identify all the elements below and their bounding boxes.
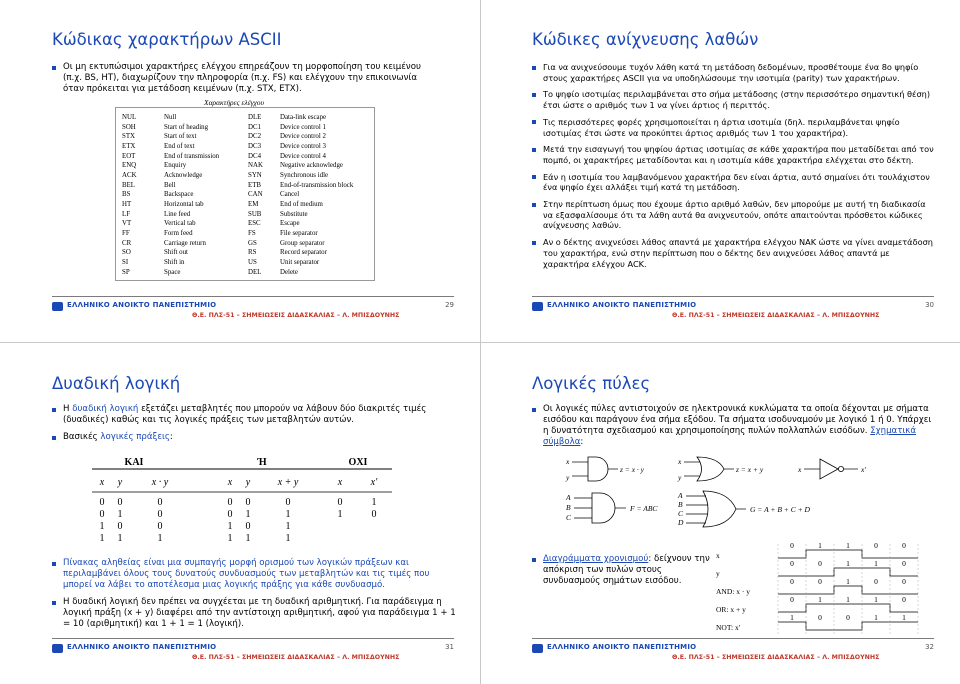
table-cell: 0 — [99, 497, 105, 508]
and-table-header: ΚΑΙ — [124, 457, 144, 468]
timing-bit: 0 — [790, 559, 794, 568]
slide-body-2 — [52, 558, 457, 637]
term: δυαδική λογική — [72, 404, 139, 414]
svg-text:x: x — [678, 457, 682, 466]
and-gate-icon — [565, 457, 645, 482]
table-cell: 1 — [245, 533, 251, 544]
timing-diagram — [716, 542, 936, 638]
page-number: 31 — [445, 643, 454, 651]
text: : — [169, 432, 173, 443]
slide-30 — [480, 0, 960, 342]
timing-bit: 1 — [874, 559, 878, 568]
university-logo-icon — [532, 644, 543, 653]
footer-course: Θ.Ε. ΠΛΣ-51 – ΣΗΜΕΙΩΣΕΙΣ ΔΙΔΑΣΚΑΛΙΑΣ – Λ. ΜΠΙΣΔΟΥΝΗΣ — [672, 654, 880, 661]
table-cell: 0 — [337, 497, 343, 508]
or4-gate-label: G = A + B + C + D — [750, 505, 810, 514]
table-cell: 0 — [117, 497, 123, 508]
timing-bit: 0 — [902, 595, 906, 604]
footer — [532, 642, 934, 672]
table-cell: 1 — [371, 497, 377, 508]
bullet: Τις περισσότερες φορές χρησιμοποιείται η άρτια ισοτιμία (δηλ. περιλαμβάνεται ψηφίο ισοτιμίας έτσι ώστε να προκύπτει άρτιος αριθμός των 1 του χαρακτήρα). — [532, 117, 937, 138]
text: : δείχνουν την απόκριση των πυλών στους συνδυασμούς σημάτων εισόδου. — [543, 554, 710, 587]
table-column-header: x — [99, 477, 105, 488]
timing-row-label: y — [716, 569, 720, 578]
names-column-1: Null Start of heading Start of text End of text End of transmission Enquiry Acknowledge Bell Backspace Horizontal tab Line feed Vertical tab Form feed Carriage return Shift out Shift in Space — [164, 114, 220, 276]
svg-text:x′: x′ — [861, 465, 866, 474]
bullet — [52, 432, 457, 443]
gate-symbols — [560, 454, 890, 534]
timing-bit: 0 — [790, 595, 794, 604]
footer-line — [52, 296, 454, 297]
bullet: Η δυαδική λογική δεν πρέπει να συγχέεται με τη δυαδική αριθμητική. Για παράδειγμα η λογική πράξη (x + y) διαφέρει από την αντίστοιχη αριθμητική, αφού για παράδειγμα 1 + 1 = 10 (αριθμητική) και 1 + 1 = 1 (λογική). — [52, 597, 457, 630]
timing-waveform — [778, 550, 918, 558]
footer — [52, 642, 454, 672]
text: : — [580, 437, 584, 448]
table-cell: 1 — [285, 509, 291, 520]
bullet: Για να ανιχνεύσουμε τυχόν λάθη κατά τη μετάδοση δεδομένων, προσθέτουμε ένα 8ο ψηφίο στους χαρακτήρες ASCII για να υποδηλώσουμε την ισοτιμία (parity) των χαρακτήρων. — [532, 62, 937, 83]
table-cell: 1 — [337, 509, 343, 520]
bullet — [532, 404, 937, 448]
text: Η — [63, 404, 73, 414]
university-logo-icon — [532, 302, 543, 311]
timing-bit: 1 — [902, 613, 906, 622]
footer — [532, 300, 934, 330]
slide-title: Λογικές πύλες — [532, 374, 651, 393]
timing-bit: 0 — [874, 542, 878, 550]
svg-text:x: x — [566, 457, 570, 466]
svg-text:x: x — [798, 465, 802, 474]
ascii-control-table — [115, 98, 375, 281]
table-cell: 1 — [285, 533, 291, 544]
table-cell: 1 — [157, 533, 163, 544]
svg-text:y: y — [678, 473, 682, 482]
timing-waveform — [778, 568, 918, 576]
or-gate-label: z = x + y — [736, 465, 764, 474]
or4-gate-icon — [677, 491, 811, 527]
table-column-header: x · y — [151, 477, 169, 488]
footer-line — [532, 638, 934, 639]
slide-title: Δυαδική λογική — [52, 374, 181, 393]
slide-body — [532, 62, 937, 275]
table-cell: 0 — [99, 509, 105, 520]
slide-body — [52, 404, 457, 449]
slide-31 — [0, 342, 480, 684]
timing-row-label: OR: x + y — [716, 605, 746, 614]
timing-bit: 1 — [818, 542, 822, 550]
table-column-header: x + y — [277, 477, 299, 488]
timing-bit: 1 — [846, 577, 850, 586]
footer-line — [52, 638, 454, 639]
and-gate-label: z = x · y — [620, 465, 645, 474]
table-cell: 0 — [285, 497, 291, 508]
term: Διαγράμματα χρονισμού — [543, 554, 649, 564]
footer — [52, 300, 454, 330]
bullet: Μετά την εισαγωγή του ψηφίου άρτιας ισοτιμίας σε κάθε χαρακτήρα που μεταδίδεται από τον πομπό, οι χαρακτήρες μεταδίδονται και η ισοτιμία κάθε χαρακτήρα ελέγχεται στο δέκτη. — [532, 144, 937, 165]
university-logo-icon — [52, 302, 63, 311]
table-column-header: x′ — [370, 477, 378, 488]
table-cell: 0 — [371, 509, 377, 520]
table-cell: 1 — [227, 521, 233, 532]
timing-bit: 0 — [902, 559, 906, 568]
bullet-text: Οι μη εκτυπώσιμοι χαρακτήρες ελέγχου επηρεάζουν τη μορφοποίηση του κειμένου (π.χ. BS, HT), διαχωρίζουν την πληροφορία (π.χ. FS) και ελέγχουν την επικοινωνία όταν πρόκειται για μετάδοση κειμένων (π.χ. STX, ETX). — [63, 62, 421, 95]
footer-course: Θ.Ε. ΠΛΣ-51 – ΣΗΜΕΙΩΣΕΙΣ ΔΙΔΑΣΚΑΛΙΑΣ – Λ. ΜΠΙΣΔΟΥΝΗΣ — [192, 654, 400, 661]
table-cell: 1 — [245, 509, 251, 520]
text: Βασικές — [63, 432, 101, 443]
table-cell: 0 — [245, 521, 251, 532]
slide-body-2 — [532, 554, 712, 593]
page-number: 30 — [925, 301, 934, 309]
table-cell: 1 — [117, 509, 123, 520]
table-column-header: y — [117, 477, 123, 488]
timing-row-label: AND: x · y — [716, 587, 750, 596]
slide-body — [52, 62, 422, 101]
footer-course: Θ.Ε. ΠΛΣ-51 – ΣΗΜΕΙΩΣΕΙΣ ΔΙΔΑΣΚΑΛΙΑΣ – Λ. ΜΠΙΣΔΟΥΝΗΣ — [672, 312, 880, 319]
timing-bit: 0 — [790, 542, 794, 550]
term: Σχηματικά σύμβολα — [543, 426, 917, 448]
table-cell: 1 — [99, 533, 105, 544]
slide-29 — [0, 0, 480, 342]
timing-bit: 1 — [874, 613, 878, 622]
and3-gate-label: F = ABC — [630, 504, 658, 513]
table-cell: 1 — [99, 521, 105, 532]
footer-course: Θ.Ε. ΠΛΣ-51 – ΣΗΜΕΙΩΣΕΙΣ ΔΙΔΑΣΚΑΛΙΑΣ – Λ. ΜΠΙΣΔΟΥΝΗΣ — [192, 312, 400, 319]
timing-row-label: NOT: x′ — [716, 623, 741, 632]
table-column-header: x — [227, 477, 233, 488]
svg-text:A: A — [566, 493, 571, 502]
timing-bit: 0 — [818, 577, 822, 586]
timing-bit: 0 — [790, 577, 794, 586]
timing-waveform — [778, 586, 918, 594]
timing-row-label: x — [716, 551, 720, 560]
timing-bit: 0 — [874, 577, 878, 586]
svg-text:D: D — [678, 518, 684, 527]
bullet — [52, 558, 457, 591]
timing-waveform — [778, 604, 918, 612]
timing-bit: 1 — [818, 595, 822, 604]
table-header: Χαρακτήρες ελέγχου — [204, 98, 264, 107]
bullet: Στην περίπτωση όμως που έχουμε άρτιο αριθμό λαθών, δεν μπορούμε με αυτή τη διαδικασία να εξασφαλίσουμε ότι τα λάθη αυτά θα ανιχνευτούν, οπότε απαιτούνται πρόσθετοι κώδικες ανίχνευσης λαθών. — [532, 199, 937, 231]
bullet: Αν ο δέκτης ανιχνεύσει λάθος απαντά με χαρακτήρα ελέγχου NAK ώστε να γίνει αναμετάδοση του χαρακτήρα, ενώ στην περίπτωση που ο δέκτης δεν ανιχνεύσει λάθος απαντά με χαρακτήρα ελέγχου ACK. — [532, 237, 937, 269]
timing-bit: 0 — [846, 613, 850, 622]
page-number: 29 — [445, 301, 454, 309]
table-column-header: x — [337, 477, 343, 488]
slide-title: Κώδικας χαρακτήρων ASCII — [52, 30, 282, 49]
footer-university: ΕΛΛΗΝΙΚΟ ΑΝΟΙΚΤΟ ΠΑΝΕΠΙΣΤΗΜΙΟ — [547, 643, 697, 651]
not-table-header: ΟΧΙ — [348, 457, 368, 468]
table-cell: 0 — [157, 497, 163, 508]
footer-university: ΕΛΛΗΝΙΚΟ ΑΝΟΙΚΤΟ ΠΑΝΕΠΙΣΤΗΜΙΟ — [67, 643, 217, 651]
table-cell: 1 — [227, 533, 233, 544]
slide-body — [532, 404, 937, 454]
or-table-header: Ή — [257, 457, 267, 468]
svg-text:B: B — [566, 503, 571, 512]
codes-column-1: NUL SOH STX ETX EOT ENQ ACK BEL BS HT LF VT FF CR SO SI SP — [122, 114, 137, 276]
text: εξετάζει μεταβλητές που μπορούν να λάβουν δύο διακριτές τιμές (δυαδικές) καθώς και τις λογικές πράξεις των μεταβλητών αυτών. — [63, 404, 427, 426]
timing-bit: 0 — [818, 613, 822, 622]
svg-text:A: A — [678, 491, 683, 500]
text: είναι μια συμπαγής μορφή ορισμού των λογικών πράξεων και περιλαμβάνει όλους τους δυνατούς συνδυασμούς των μεταβλητών και τις τιμές που μπορεί να λάβει το αποτέλεσμα μιας λογικής πράξης για κάθε συνδυασμό. — [63, 558, 430, 591]
footer-university: ΕΛΛΗΝΙΚΟ ΑΝΟΙΚΤΟ ΠΑΝΕΠΙΣΤΗΜΙΟ — [67, 301, 217, 309]
timing-bit: 1 — [846, 559, 850, 568]
timing-bit: 1 — [846, 595, 850, 604]
timing-bit: 0 — [902, 542, 906, 550]
term: Πίνακας αληθείας — [63, 558, 142, 568]
table-cell: 0 — [227, 497, 233, 508]
slide-32 — [480, 342, 960, 684]
timing-bit: 1 — [790, 613, 794, 622]
page-number: 32 — [925, 643, 934, 651]
bullet — [52, 62, 422, 95]
table-cell: 0 — [227, 509, 233, 520]
text: Οι λογικές πύλες αντιστοιχούν σε ηλεκτρονικά κυκλώματα τα οποία δέχονται με σήματα εισόδου και παράγουν ένα σήμα εξόδου. Τα σήματα ισοδυναμούν με λογικό 1 ή 0. Υπάρχει η δυνατότητα σχεδιασμού και χρησιμοποίησης πυλών πολλαπλών εισόδων. — [543, 404, 932, 437]
or-gate-icon — [677, 457, 764, 482]
table-cell: 0 — [157, 509, 163, 520]
table-cell: 0 — [117, 521, 123, 532]
slide-title: Κώδικες ανίχνευσης λαθών — [532, 30, 759, 49]
timing-bit: 0 — [902, 577, 906, 586]
footer-line — [532, 296, 934, 297]
table-cell: 1 — [117, 533, 123, 544]
term: λογικές πράξεις — [100, 432, 170, 443]
footer-university: ΕΛΛΗΝΙΚΟ ΑΝΟΙΚΤΟ ΠΑΝΕΠΙΣΤΗΜΙΟ — [547, 301, 697, 309]
bullet: Το ψηφίο ισοτιμίας περιλαμβάνεται στο σήμα μετάδοσης (στην περισσότερο σημαντική θέση) έτσι ώστε ο αριθμός των 1 να γίνει άρτιος ή περιττός. — [532, 89, 937, 110]
table-cell: 0 — [157, 521, 163, 532]
bullet — [532, 554, 712, 587]
and3-gate-icon — [565, 493, 658, 523]
names-column-2: Data-link escape Device control 1 Device control 2 Device control 3 Device control 4 Negative acknowledge Synchronous idle End-of-transmission block Cancel End of medium Substitute Escape File separator Group separator Record separator Unit separator Delete — [280, 114, 354, 276]
svg-text:C: C — [678, 509, 684, 518]
codes-column-2: DLE DC1 DC2 DC3 DC4 NAK SYN ETB CAN EM SUB ESC FS GS RS US DEL — [248, 114, 263, 276]
truth-tables — [92, 452, 402, 544]
bullet — [52, 404, 457, 426]
table-cell: 1 — [285, 521, 291, 532]
svg-text:C: C — [566, 513, 572, 522]
bullet: Εάν η ισοτιμία του λαμβανόμενου χαρακτήρα δεν είναι άρτια, αυτό σημαίνει ότι τουλάχιστον ένα ψηφίο έχει αλλάξει τιμή κατά τη μετάδοση. — [532, 172, 937, 193]
table-column-header: y — [245, 477, 251, 488]
not-gate-icon — [797, 459, 866, 479]
timing-waveform — [778, 622, 918, 630]
timing-bit: 1 — [874, 595, 878, 604]
university-logo-icon — [52, 644, 63, 653]
svg-text:B: B — [678, 500, 683, 509]
timing-bit: 0 — [818, 559, 822, 568]
table-cell: 0 — [245, 497, 251, 508]
timing-bit: 1 — [846, 542, 850, 550]
svg-text:y: y — [566, 473, 570, 482]
